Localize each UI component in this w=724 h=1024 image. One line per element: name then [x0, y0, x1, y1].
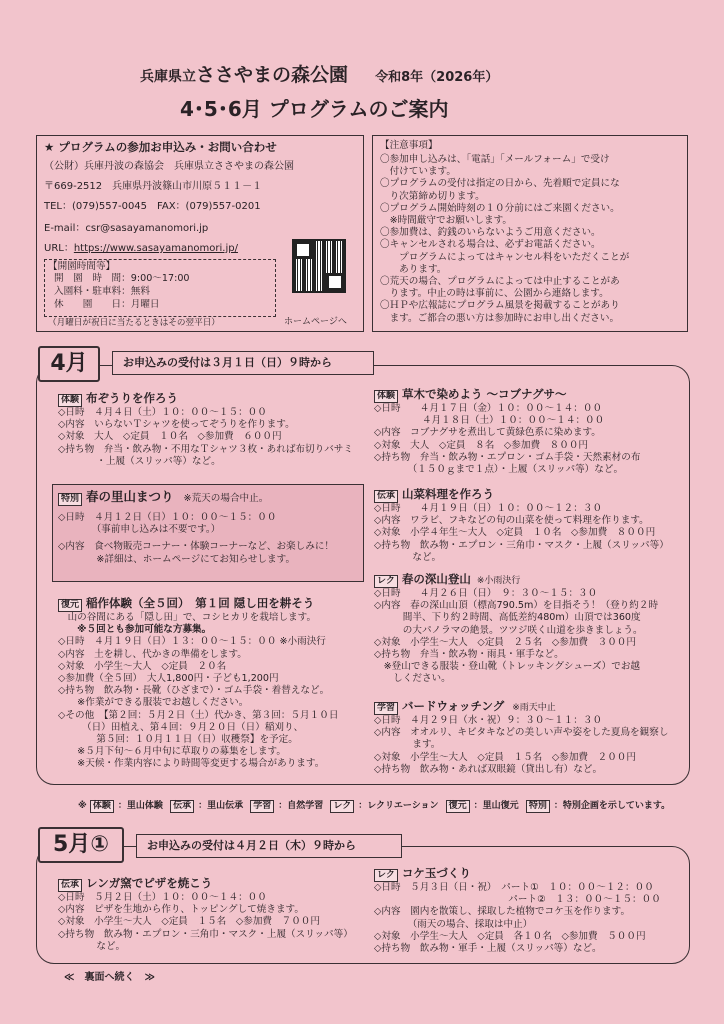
event-line: ※詳細は、ホームページにてお知らせします。: [58, 553, 296, 565]
category-tag: 学習: [374, 702, 398, 715]
category-tag: 伝承: [58, 879, 82, 892]
may-label: 5月①: [38, 827, 124, 863]
event-line: （１５０ｇまで１点）・上履（スリッパ等）など。: [374, 464, 624, 476]
event-line: （事前申し込みは不要です。）: [58, 524, 221, 536]
url-label: URL：: [44, 243, 74, 254]
event-line: ◇持ち物 弁当・飲み物・エプロン・ゴム手袋・天然素材の布: [374, 451, 641, 463]
event-line: ◇内容 食べ物販売コーナー・体験コーナーなど、お楽しみに！: [58, 541, 335, 553]
event-line: の大パノラマの絶景。ツツジ咲く山道を歩きましょう。: [374, 624, 643, 636]
event-line: ◇対象 小学生～大人 ◇定員 ２０名: [58, 660, 227, 672]
contact-org: （公財）兵庫丹波の森協会 兵庫県立ささやまの森公園: [44, 161, 294, 172]
event-title: バードウォッチング: [402, 699, 505, 713]
event-title: レンガ窯でピザを焼こう: [86, 876, 213, 890]
event-line: ◇持ち物 弁当・飲み物・不用なＴシャツ３枚・あれば布切りバサミ: [58, 443, 353, 455]
page-title: 4･5･6月 プログラムのご案内: [180, 97, 449, 121]
contact-tel: TEL：(079)557-0045 FAX：(079)557-0201: [44, 201, 261, 212]
april-reception: お申込みの受付は３月１日（日）９時から: [112, 351, 374, 375]
note-line: 〇プログラムの受付は指定の日から、先着順で定員にな: [380, 178, 620, 190]
event-card: [374, 387, 680, 476]
category-tag: レク: [374, 575, 398, 588]
event-card: [374, 487, 680, 564]
event-title: 草木で染めよう ～コブナグサ～: [402, 387, 567, 401]
qr-code-icon[interactable]: [292, 239, 346, 293]
event-line: ◇その他 【第２回：５月２日（土）代かき、第３回：５月１０日: [58, 709, 339, 721]
event-line: ◇対象 小学生～大人 ◇定員 １５名 ◇参加費 ２００円: [374, 751, 636, 763]
event-title: 春の深山登山: [401, 572, 471, 586]
contact-address: 〒669-2512 兵庫県丹波篠山市川原５１１－１: [44, 181, 263, 192]
contact-url: [44, 243, 238, 256]
event-line: ◇対象 大人 ◇定員 １０名 ◇参加費 ６００円: [58, 431, 282, 443]
legend-text: ：レクリエーション: [358, 801, 439, 811]
event-title: 山菜料理を作ろう: [402, 487, 495, 501]
hours-fee: 入園料・駐車料：無料: [54, 286, 150, 297]
event-title: 稲作体験（全５回） 第１回 隠し田を耕そう: [86, 596, 315, 610]
continue-note: ≪ 裏面へ続く ≫: [64, 972, 155, 983]
park-name: ささやまの森公園: [196, 64, 349, 86]
email-link[interactable]: csr@sasayamanomori.jp: [85, 223, 209, 234]
event-line: ・上履（スリッパ等）など。: [58, 455, 221, 467]
event-line: ◇日時 ４月１９日（日）１３：００～１５：００ ※小雨決行: [58, 636, 326, 648]
park-header: [140, 60, 620, 86]
event-line: ◇対象 小学生～大人 ◇定員 ２５名 ◇参加費 ３００円: [374, 636, 636, 648]
category-tag: 復元: [58, 599, 82, 612]
notes-heading: 【注意事項】: [380, 140, 438, 151]
event-line: ◇持ち物 飲み物・エプロン・三角巾・マスク・上履（スリッパ等）: [374, 539, 669, 551]
event-line: ◇日時 ５月３日（日・祝） パート① １０：００～１２：００: [374, 882, 654, 893]
note-line: プログラムによってはキャンセル料をいただくことが: [380, 251, 630, 263]
legend-text: ：自然学習: [278, 801, 324, 811]
event-line: パート② １３：００～１５：００: [374, 894, 661, 906]
legend-text: ：里山伝承: [198, 801, 244, 811]
may-reception: お申込みの受付は４月２日（木）９時から: [136, 834, 402, 858]
event-line: ◇対象 小学４年生～大人 ◇定員 １０名 ◇参加費 ８００円: [374, 527, 656, 539]
event-card: [58, 391, 358, 468]
event-title: 布ぞうりを作ろう: [86, 391, 179, 405]
event-line: （日）田植え、第４回：９月２０日（日）稲刈り、: [58, 721, 304, 733]
event-line: ◇日時 ４月１９日（日）１０：００～１２：３０: [374, 503, 603, 514]
event-line: ◇内容 土を耕し、代かきの準備をします。: [58, 648, 247, 660]
note-line: ※時間厳守でお願いします。: [380, 215, 512, 227]
note-line: 〇荒天の場合、プログラムによっては中止することがあ: [380, 276, 620, 288]
event-line: ◇対象 小学生～大人 ◇定員 各１０名 ◇参加費 ５００円: [374, 930, 646, 942]
event-line: 間半、下り約２時間、高低差約480m）山頂では360度: [374, 612, 641, 624]
note-line: ります。中止の時は事前に、公園から連絡します。: [380, 288, 609, 300]
category-tag: 体験: [374, 390, 398, 403]
category-tag: レク: [374, 869, 398, 882]
legend-text: ：里山体験: [117, 801, 163, 811]
event-line: ◇内容 いらないＴシャツを使ってぞうりを作ります。: [58, 419, 295, 431]
note-line: 〇ＨＰや広報誌にプログラム風景を掲載することがあり: [380, 300, 620, 312]
event-line: しください。: [374, 673, 451, 685]
note-line: り次第締め切ります。: [380, 190, 485, 202]
event-card: [374, 866, 680, 955]
note-line: 〇参加申し込みは、「電話」「メールフォーム」で受け: [380, 154, 610, 165]
note-line: 〇プログラム開始時刻の１０分前にはご来園ください。: [380, 202, 620, 214]
event-line: など。: [58, 940, 126, 952]
event-line: ◇内容 園内を散策し、採取した植物でコケ玉を作ります。: [374, 906, 631, 918]
event-line: ※登山できる服装・登山靴（トレッキングシューズ）でお越: [374, 661, 641, 673]
note-line: 付けています。: [380, 166, 456, 178]
legend-tag: レク: [330, 800, 354, 813]
legend-tag: 学習: [250, 800, 274, 813]
hours-closed: 休 園 日：月曜日: [54, 299, 160, 310]
april-label: 4月: [38, 346, 100, 382]
event-line: ◇内容 ピザを生地から作り、トッピングして焼きます。: [58, 904, 304, 916]
event-card: [374, 572, 680, 686]
event-line: ※５回とも参加可能な方募集。: [58, 624, 212, 636]
legend-text: ：里山復元: [473, 801, 519, 811]
event-line: ◇対象 小学生～大人 ◇定員 １５名 ◇参加費 ７００円: [58, 916, 320, 928]
email-label: E-mail：: [44, 223, 86, 234]
hours-open: 開 園 時 間：9:00～17:00: [54, 273, 190, 284]
event-line: 山の谷間にある「隠し田」で、コシヒカリを栽培します。: [58, 612, 317, 623]
event-line: ◇日時 ４月２６日（日） ９：３０～１５：３０: [374, 588, 598, 599]
legend-tag: 特別: [526, 800, 550, 813]
event-line: （雨天の場合、採取は中止）: [374, 918, 533, 930]
hours-heading: 【開園時間等】: [48, 261, 116, 272]
event-title: コケ玉づくり: [401, 866, 471, 880]
event-line: ◇日時 ４月１７日（金）１０：００～１４：００: [374, 403, 603, 414]
legend-lead: ※: [78, 801, 87, 811]
event-line: ◇持ち物 弁当・飲み物・雨具・軍手など。: [374, 649, 564, 661]
event-line: ◇内容 コブナグサを煮出して黄緑色系に染めます。: [374, 427, 601, 439]
category-tag: 伝承: [374, 490, 398, 503]
notes-list: [380, 154, 684, 325]
event-line: ◇持ち物 飲み物・あれば双眼鏡（貸出し有）など。: [374, 763, 603, 775]
legend-tag: 体験: [90, 800, 114, 813]
event-line: ※天候・作業内容により時間等変更する場合があります。: [58, 758, 325, 770]
event-note: ※小雨決行: [476, 576, 521, 586]
note-line: ます。ご都合の悪い方は参加時にお申し出ください。: [380, 312, 620, 324]
event-line: ◇持ち物 飲み物・軍手・上履（スリッパ等）など。: [374, 943, 602, 955]
legend-text: ：特別企画を示しています。: [553, 801, 671, 811]
note-line: 〇キャンセルされる場合は、必ずお電話ください。: [380, 239, 601, 251]
event-card: [58, 596, 368, 771]
year-label: 令和8年（2026年）: [375, 70, 499, 85]
event-line: ※作業ができる服装でお越しください。: [58, 697, 249, 709]
legend-tag: 復元: [446, 800, 470, 813]
event-line: ◇持ち物 飲み物・長靴（ひざまで）・ゴム手袋・着替えなど。: [58, 685, 330, 697]
event-note: ※雨天中止: [512, 703, 556, 713]
event-line: ◇日時 ４月４日（土）１０：００～１５：００: [58, 407, 267, 418]
event-line: ◇内容 ワラビ、フキなどの旬の山菜を使って料理を作ります。: [374, 515, 649, 527]
event-note: ※荒天の場合中止。: [183, 493, 269, 504]
qr-caption: ホームページへ: [284, 317, 347, 327]
event-line: ◇持ち物 飲み物・エプロン・三角巾・マスク・上履（スリッパ等）: [58, 928, 353, 940]
event-line: ◇日時 ５月２日（土）１０：００～１４：００: [58, 892, 267, 903]
hours-note: （月曜日が祝日に当たるときはその翌平日）: [48, 318, 220, 328]
note-line: あります。: [380, 263, 447, 275]
category-tag: 体験: [58, 394, 82, 407]
contact-heading: ★ プログラムの参加お申込み・お問い合わせ: [44, 140, 277, 154]
prefix: 兵庫県立: [140, 69, 196, 85]
event-line: ４月１８日（土）１０：００～１４：００: [374, 415, 605, 427]
event-line: ◇対象 大人 ◇定員 ８名 ◇参加費 ８００円: [374, 439, 589, 451]
event-line: ◇日時 ４月２９日（水・祝）９：３０～１１：３０: [374, 715, 603, 726]
event-line: ます。: [374, 739, 441, 751]
event-card: [58, 490, 362, 566]
event-card: [374, 699, 680, 776]
category-tag: 特別: [58, 493, 82, 506]
event-title: 春の里山まつり: [86, 489, 174, 504]
contact-email: [44, 223, 208, 236]
category-legend: [78, 798, 670, 813]
event-line: ◇内容 オオルリ、キビタキなどの美しい声や姿をした夏鳥を観察し: [374, 727, 669, 739]
event-line: ◇内容 春の深山山頂（標高790.5m）を目指そう！（登り約２時: [374, 600, 659, 612]
event-line: ◇参加費（全５回） 大人1,800円・子ども1,200円: [58, 673, 279, 685]
event-line: ◇日時 ４月１２日（日）１０：００～１５：００: [58, 512, 277, 523]
event-line: 第５回：１０月１１日（日）収穫祭】を予定。: [58, 734, 298, 746]
event-line: ※５月下旬～６月中旬に草取りの募集をします。: [58, 746, 286, 758]
url-link[interactable]: https://www.sasayamanomori.jp/: [73, 243, 238, 254]
legend-tag: 伝承: [170, 800, 194, 813]
event-line: など。: [374, 551, 442, 563]
event-card: [58, 876, 364, 953]
note-line: 〇参加費は、釣銭のいらないようご用意ください。: [380, 227, 601, 239]
